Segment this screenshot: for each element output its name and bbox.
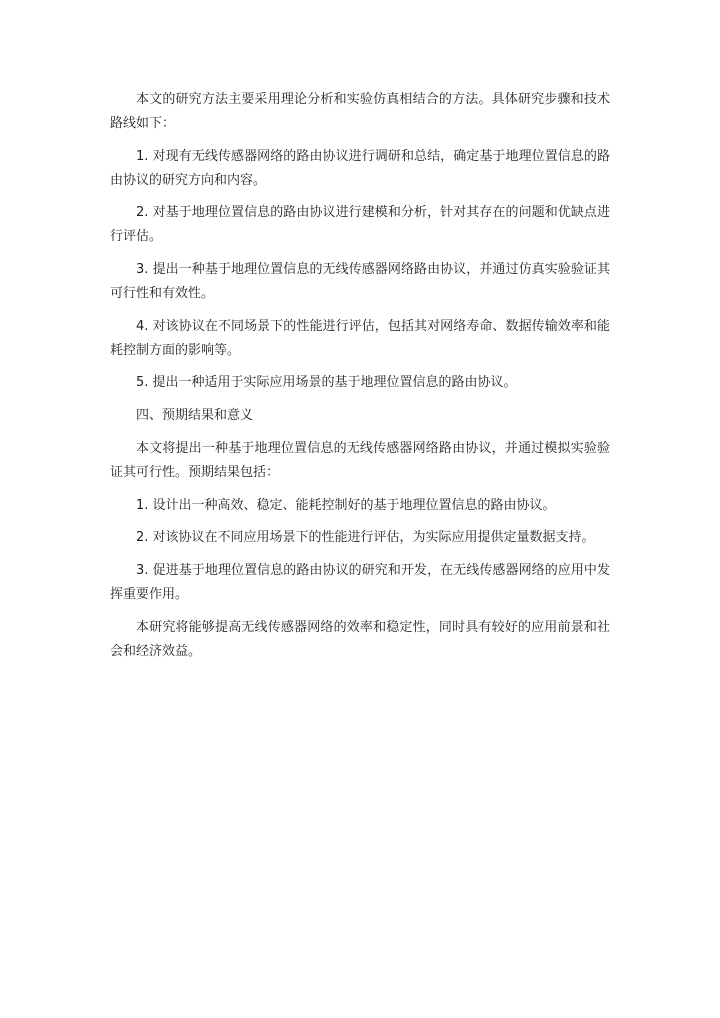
paragraph-results-intro: 本文将提出一种基于地理位置信息的无线传感器网络路由协议，并通过模拟实验验证其可行性。预期结果包括：	[110, 440, 610, 480]
paragraph-conclusion: 本研究将能够提高无线传感器网络的效率和稳定性，同时具有较好的应用前景和社会和经济效益。	[110, 619, 610, 659]
paragraph-step-2: 2. 对基于地理位置信息的路由协议进行建模和分析，针对其存在的问题和优缺点进行评估。	[110, 205, 610, 245]
paragraph-result-2: 2. 对该协议在不同应用场景下的性能进行评估，为实际应用提供定量数据支持。	[136, 530, 595, 546]
section-heading-expected-results: 四、预期结果和意义	[136, 408, 254, 424]
paragraph-step-5: 5. 提出一种适用于实际应用场景的基于地理位置信息的路由协议。	[136, 375, 517, 391]
document-body	[110, 88, 610, 664]
paragraph-step-3: 3. 提出一种基于地理位置信息的无线传感器网络路由协议，并通过仿真实验验证其可行性和有效性。	[110, 262, 610, 302]
paragraph-result-1: 1. 设计出一种高效、稳定、能耗控制好的基于地理位置信息的路由协议。	[136, 497, 556, 513]
paragraph-step-4: 4. 对该协议在不同场景下的性能进行评估，包括其对网络寿命、数据传输效率和能耗控制方面的影响等。	[110, 318, 610, 358]
paragraph-method-intro: 本文的研究方法主要采用理论分析和实验仿真相结合的方法。具体研究步骤和技术路线如下：	[110, 92, 610, 131]
paragraph-result-3: 3. 促进基于地理位置信息的路由协议的研究和开发，在无线传感器网络的应用中发挥重要作用。	[110, 562, 610, 602]
paragraph-step-1: 1. 对现有无线传感器网络的路由协议进行调研和总结，确定基于地理位置信息的路由协议的研究方向和内容。	[110, 148, 610, 188]
